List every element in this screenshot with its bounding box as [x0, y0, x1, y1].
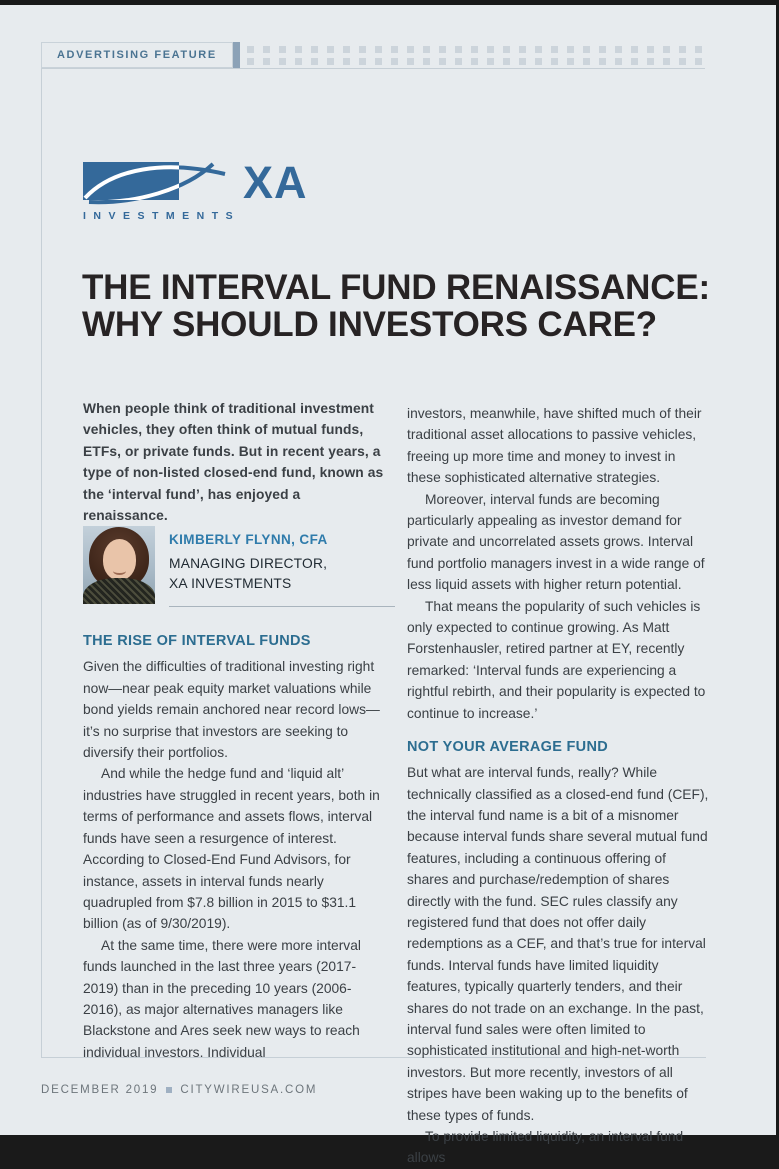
author-company: XA INVESTMENTS — [169, 575, 292, 591]
right-column — [407, 398, 710, 1169]
page-top-edge — [0, 0, 779, 5]
left-column — [83, 398, 386, 1169]
header-separator-bar — [233, 42, 240, 68]
dotted-pattern — [240, 42, 705, 68]
xa-logo-globe-icon — [83, 162, 233, 202]
body-paragraph: And while the hedge fund and ‘liquid alt’ industries have struggled in recent years, both in terms of performance and assets flows, interval funds have seen a resurgence of interest. According to Closed-End Fund Advisors, for instance, assets in interval funds nearly quadrupled from $7.8 billion in 2015 to $31.1 billion (as of 9/30/2019). — [83, 766, 380, 932]
author-role: MANAGING DIRECTOR, — [169, 556, 328, 572]
body-paragraph: Given the difficulties of traditional investing right now—near peak equity market valuations while bond yields remain anchored near record lows—it’s no surprise that investors are seeking to diversify their portfolios. — [83, 659, 380, 761]
article-intro: When people think of traditional investment vehicles, they often think of mutual funds, ETFs, or private funds. But in recent years, a type of non-listed closed-end fund, known as the ‘interval fund’, has enjoyed a renaissance. — [83, 401, 384, 524]
section-heading-not-your-average-fund: NOT YOUR AVERAGE FUND — [407, 739, 608, 756]
article-title-line1: THE INTERVAL FUND RENAISSANCE: — [82, 268, 710, 307]
body-paragraph: To provide limited liquidity, an interval fund allows — [407, 1129, 684, 1166]
author-photo — [83, 526, 155, 604]
section-heading-rise-of-interval-funds: THE RISE OF INTERVAL FUNDS — [83, 633, 311, 650]
article-title — [82, 269, 732, 343]
body-paragraph: That means the popularity of such vehicles is only expected to continue growing. As Matt Forstenhausler, retired partner at EY, recently remarked: ‘Interval funds are experiencing a rightful rebirth, and their popularity is expected to continue to increase.’ — [407, 598, 706, 721]
author-name: KIMBERLY FLYNN, CFA — [169, 532, 328, 548]
byline-divider — [169, 606, 395, 607]
advertising-header-strip — [41, 42, 705, 69]
photo-jacket — [83, 578, 155, 604]
byline-info — [169, 526, 395, 607]
dot-row — [247, 58, 705, 65]
footer-site: CITYWIREUSA.COM — [180, 1084, 318, 1096]
page-footer — [41, 1084, 317, 1096]
dot-row — [247, 46, 705, 53]
body-paragraph: At the same time, there were more interval funds launched in the last three years (2017-2019) than in the preceding 10 years (2006-2016), as major alternatives managers like Blackstone and Ares seek new ways to reach individual investors. Individual — [83, 937, 361, 1060]
logo-wordmark: INVESTMENTS — [83, 210, 241, 222]
article-columns — [83, 398, 711, 1169]
footer-date: DECEMBER 2019 — [41, 1084, 159, 1096]
body-paragraph: But what are interval funds, really? While technically classified as a closed-end fund (CEF), the interval fund name is a bit of a misnomer because interval funds share several mutual fund features, including a continuous offering of shares and purchase/redemption of shares directly with the fund. SEC rules classify any registered fund that does not offer daily redemptions as a CEF, and that’s true for interval funds. Interval funds have limited liquidity features, typically quarterly tenders, and their shares do not trade on an exchange. In the past, interval fund sales were often limited to sophisticated institutional and high-net-worth investors. But more recently, investors of all stripes have been waking up to the benefits of these types of funds. — [407, 765, 709, 1123]
body-paragraph: Moreover, interval funds are becoming particularly appealing as investor demand for private and uncorrelated assets grows. Interval fund portfolio managers invest in a wide range of less liquid assets with higher return potential. — [407, 491, 705, 593]
article-title-line2: WHY SHOULD INVESTORS CARE? — [82, 305, 657, 344]
footer-square-icon — [166, 1087, 172, 1093]
xa-investments-logo — [83, 157, 308, 222]
body-paragraph: investors, meanwhile, have shifted much of their traditional asset allocations to passive vehicles, freeing up more time and money to invest in these sophisticated alternative strategies. — [407, 406, 702, 486]
logo-brand-text: XA — [243, 157, 308, 208]
advertising-feature-label: ADVERTISING FEATURE — [41, 42, 233, 68]
author-byline — [83, 526, 386, 607]
